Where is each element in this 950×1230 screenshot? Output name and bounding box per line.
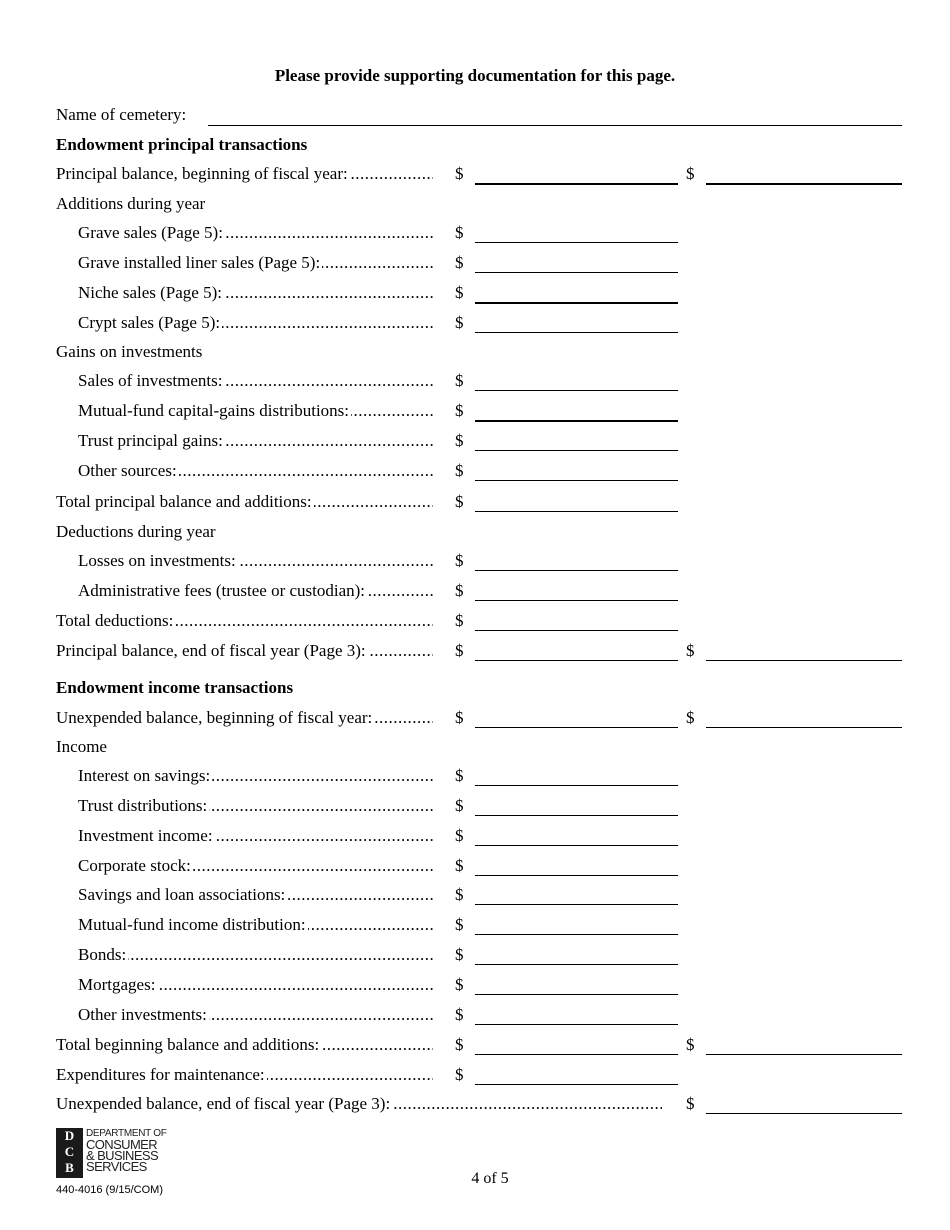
balance-field[interactable]	[706, 727, 902, 728]
dollar-sign: $	[455, 313, 464, 332]
amount-field[interactable]	[475, 242, 678, 243]
logo-line-3: & BUSINESS	[86, 1148, 159, 1163]
dollar-sign: $	[455, 1035, 464, 1054]
form-row	[0, 370, 950, 392]
amount-field[interactable]	[475, 1084, 678, 1085]
form-row	[0, 914, 950, 936]
amount-field[interactable]	[475, 785, 678, 786]
dollar-sign: $	[455, 611, 464, 630]
dollar-sign: $	[455, 708, 464, 727]
amount-field[interactable]	[475, 994, 678, 995]
cemetery-name-field[interactable]	[208, 125, 902, 126]
form-row	[0, 1004, 950, 1026]
dollar-sign: $	[455, 641, 464, 660]
row-label: Total principal balance and additions: .....	[56, 491, 433, 513]
row-label: Trust distributions: .....	[78, 795, 433, 817]
dollar-sign: $	[455, 164, 464, 183]
dollar-sign: $	[455, 551, 464, 570]
dollar-sign: $	[455, 223, 464, 242]
logo-line-2: CONSUMER	[86, 1137, 158, 1152]
amount-field[interactable]	[475, 480, 678, 481]
amount-field[interactable]	[475, 845, 678, 846]
form-row	[0, 640, 950, 662]
form-number: 440-4016 (9/15/COM)	[56, 1184, 163, 1196]
amount-field[interactable]	[475, 875, 678, 876]
section-heading: Endowment income transactions	[56, 678, 294, 697]
row-label: Unexpended balance, end of fiscal year (Page 3): .....	[56, 1093, 662, 1115]
amount-field[interactable]	[475, 630, 678, 631]
amount-field[interactable]	[475, 302, 678, 304]
dollar-sign: $	[455, 796, 464, 815]
amount-field[interactable]	[475, 450, 678, 451]
dollar-sign: $	[455, 766, 464, 785]
dollar-sign: $	[686, 164, 695, 183]
amount-field[interactable]	[475, 570, 678, 571]
row-label: Grave sales (Page 5): .....	[78, 222, 433, 244]
row-label: Principal balance, beginning of fiscal year: .....	[56, 163, 433, 185]
cemetery-name-label: Name of cemetery:	[56, 105, 187, 124]
amount-field[interactable]	[475, 420, 678, 422]
form-row	[0, 193, 950, 215]
dollar-sign: $	[455, 371, 464, 390]
row-label: Savings and loan associations: .....	[78, 884, 433, 906]
logo-line-1: DEPARTMENT OF	[86, 1128, 167, 1139]
form-row	[0, 944, 950, 966]
dcbs-logo-icon: D C B	[56, 1128, 83, 1178]
dollar-sign: $	[455, 1065, 464, 1084]
section-heading: Endowment principal transactions	[56, 135, 308, 154]
form-row	[0, 1093, 950, 1115]
form-row	[0, 825, 950, 847]
amount-field[interactable]	[475, 727, 678, 728]
form-row	[0, 460, 950, 482]
row-label: Mortgages: .....	[78, 974, 433, 996]
subsection-label: Income	[56, 737, 107, 756]
balance-field[interactable]	[706, 660, 902, 661]
dollar-sign: $	[455, 826, 464, 845]
row-label: Mutual-fund income distribution: .....	[78, 914, 433, 936]
row-label: Unexpended balance, beginning of fiscal year: .....	[56, 707, 433, 729]
dollar-sign: $	[455, 915, 464, 934]
form-row	[0, 580, 950, 602]
form-row	[0, 521, 950, 543]
form-row	[0, 222, 950, 244]
row-label: Sales of investments: .....	[78, 370, 433, 392]
form-row	[0, 312, 950, 334]
form-row	[0, 491, 950, 513]
dollar-sign: $	[455, 431, 464, 450]
balance-field[interactable]	[706, 183, 902, 185]
amount-field[interactable]	[475, 1054, 678, 1055]
row-label: Trust principal gains: .....	[78, 430, 433, 452]
form-row	[0, 707, 950, 729]
amount-field[interactable]	[475, 815, 678, 816]
row-label: Expenditures for maintenance: .....	[56, 1064, 433, 1086]
amount-field[interactable]	[475, 904, 678, 905]
row-label: Total deductions: .....	[56, 610, 433, 632]
page-number: 4 of 5	[471, 1170, 509, 1187]
row-label: Corporate stock: .....	[78, 855, 433, 877]
form-row	[0, 134, 950, 156]
subsection-label: Deductions during year	[56, 522, 216, 541]
row-label: Niche sales (Page 5): .....	[78, 282, 433, 304]
form-row	[0, 282, 950, 304]
form-row	[0, 795, 950, 817]
subsection-label: Gains on investments	[56, 342, 203, 361]
subsection-label: Additions during year	[56, 194, 206, 213]
page-title: Please provide supporting documentation for this page.	[274, 66, 676, 85]
row-label: Grave installed liner sales (Page 5): .....	[78, 252, 433, 274]
amount-field[interactable]	[475, 390, 678, 391]
dollar-sign: $	[455, 492, 464, 511]
form-row	[0, 1064, 950, 1086]
row-label: Interest on savings: .....	[78, 765, 433, 787]
form-row	[0, 252, 950, 274]
form-row	[0, 884, 950, 906]
row-label: Total beginning balance and additions: .....	[56, 1034, 433, 1056]
form-row	[0, 163, 950, 185]
dollar-sign: $	[686, 641, 695, 660]
row-label: Principal balance, end of fiscal year (Page 3): .....	[56, 640, 433, 662]
row-label: Investment income: .....	[78, 825, 433, 847]
form-row	[0, 400, 950, 422]
form-row	[0, 1034, 950, 1056]
form-row	[0, 677, 950, 699]
amount-field[interactable]	[475, 934, 678, 935]
amount-field[interactable]	[475, 660, 678, 661]
dollar-sign: $	[455, 283, 464, 302]
amount-field[interactable]	[475, 332, 678, 333]
logo-line-4: SERVICES	[86, 1159, 147, 1174]
balance-field[interactable]	[706, 1113, 902, 1114]
amount-field[interactable]	[475, 511, 678, 512]
amount-field[interactable]	[475, 272, 678, 273]
amount-field[interactable]	[475, 183, 678, 185]
dollar-sign: $	[455, 253, 464, 272]
dollar-sign: $	[686, 1035, 695, 1054]
dollar-sign: $	[455, 581, 464, 600]
dollar-sign: $	[455, 945, 464, 964]
amount-field[interactable]	[475, 1024, 678, 1025]
row-label: Crypt sales (Page 5): .....	[78, 312, 433, 334]
form-row	[0, 430, 950, 452]
dollar-sign: $	[686, 708, 695, 727]
dollar-sign: $	[455, 975, 464, 994]
amount-field[interactable]	[475, 600, 678, 601]
dollar-sign: $	[455, 461, 464, 480]
dollar-sign: $	[455, 856, 464, 875]
form-row	[0, 341, 950, 363]
form-row	[0, 855, 950, 877]
balance-field[interactable]	[706, 1054, 902, 1055]
dollar-sign: $	[455, 1005, 464, 1024]
form-row	[0, 974, 950, 996]
form-row	[0, 765, 950, 787]
row-label: Bonds: .....	[78, 944, 433, 966]
form-row	[0, 550, 950, 572]
form-row	[0, 610, 950, 632]
row-label: Losses on investments: .....	[78, 550, 433, 572]
row-label: Administrative fees (trustee or custodian): .....	[78, 580, 433, 602]
dollar-sign: $	[455, 885, 464, 904]
form-row	[0, 736, 950, 758]
row-label: Other sources: .....	[78, 460, 433, 482]
dollar-sign: $	[686, 1094, 695, 1113]
dollar-sign: $	[455, 401, 464, 420]
row-label: Other investments: .....	[78, 1004, 433, 1026]
amount-field[interactable]	[475, 964, 678, 965]
row-label: Mutual-fund capital-gains distributions: .....	[78, 400, 433, 422]
